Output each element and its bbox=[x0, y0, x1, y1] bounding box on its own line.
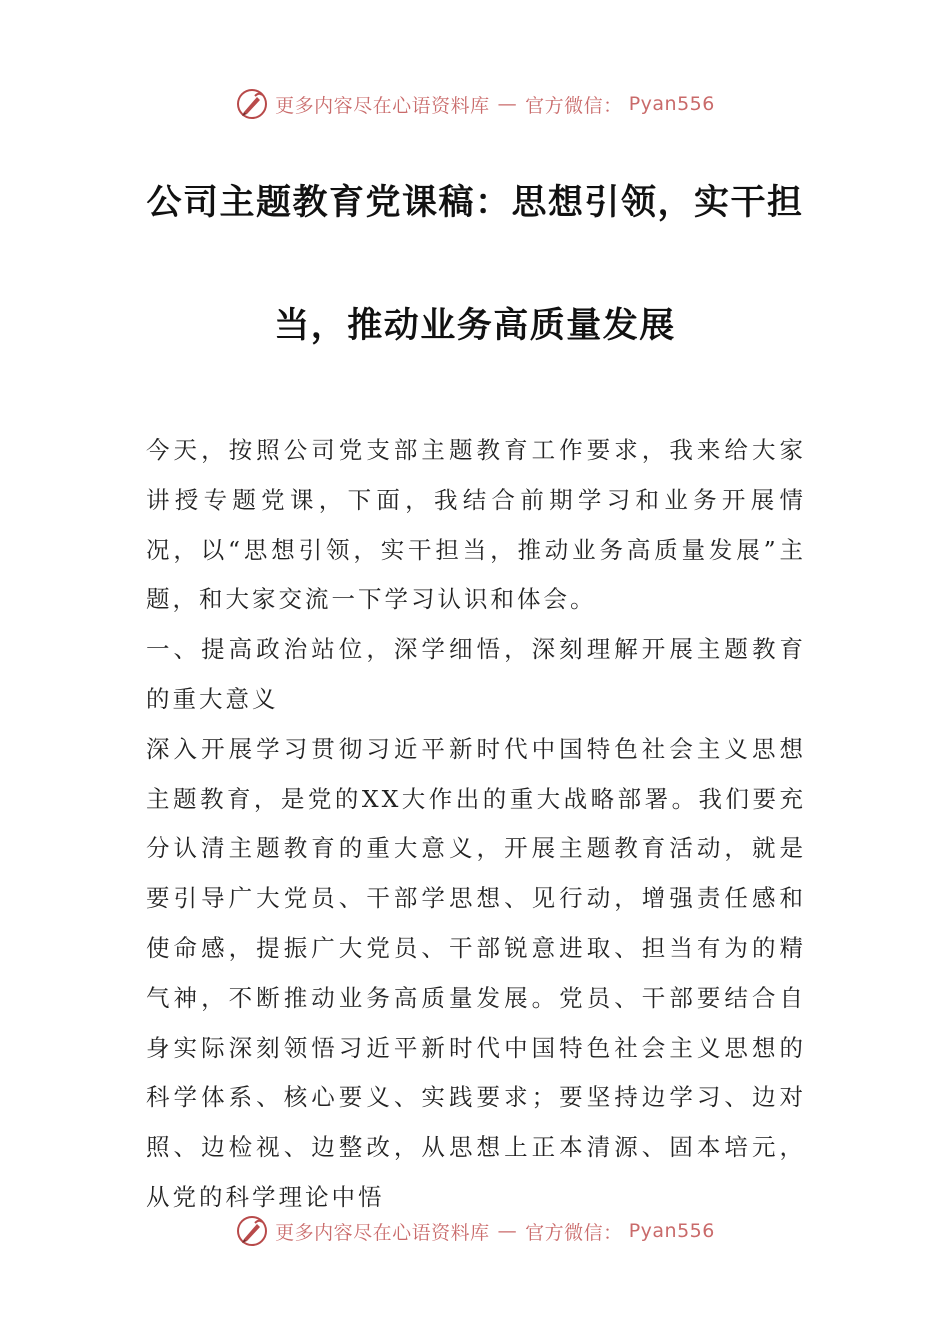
document-title-line-1: 公司主题教育党课稿：思想引领，实干担 bbox=[146, 183, 804, 223]
pen-logo-icon bbox=[235, 1214, 269, 1248]
pen-logo-icon bbox=[235, 87, 269, 121]
paragraph-intro: 今天，按照公司党支部主题教育工作要求，我来给大家讲授专题党课，下面，我结合前期学习和业务开展情况，以“思想引领，实干担当，推动业务高质量发展”主题，和大家交流一下学习认识和体会。 bbox=[146, 436, 806, 614]
document-title-line-2: 当，推动业务高质量发展 bbox=[274, 306, 676, 346]
header-watermark bbox=[0, 84, 950, 124]
watermark-contact-handle: Pyan556 bbox=[628, 1220, 715, 1242]
watermark-text: 更多内容尽在心语资料库 bbox=[275, 1221, 490, 1244]
footer-watermark bbox=[0, 1211, 950, 1251]
watermark-contact-label: 官方微信： bbox=[525, 1221, 623, 1244]
watermark-separator: — bbox=[497, 93, 518, 115]
section-heading-1: 一、提高政治站位，深学细悟，深刻理解开展主题教育的重大意义 bbox=[146, 635, 806, 713]
watermark-contact-label: 官方微信： bbox=[525, 94, 623, 117]
watermark-text: 更多内容尽在心语资料库 bbox=[275, 94, 490, 117]
paragraph-section-1: 深入开展学习贯彻习近平新时代中国特色社会主义思想主题教育，是党的XX大作出的重大战略部署。我们要充分认清主题教育的重大意义，开展主题教育活动，就是要引导广大党员、干部学思想、见行动，增强责任感和使命感，提振广大党员、干部锐意进取、担当有为的精气神，不断推动业务高质量发展。党员、干部要结合自身实际深刻领悟习近平新时代中国特色社会主义思想的科学体系、核心要义、实践要求；要坚持边学习、边对照、边检视、边整改，从思想上正本清源、固本培元，从党的科学理论中悟 bbox=[146, 734, 806, 1211]
document-body bbox=[146, 426, 806, 1223]
watermark-contact-handle: Pyan556 bbox=[628, 93, 715, 115]
watermark-separator: — bbox=[497, 1220, 518, 1242]
